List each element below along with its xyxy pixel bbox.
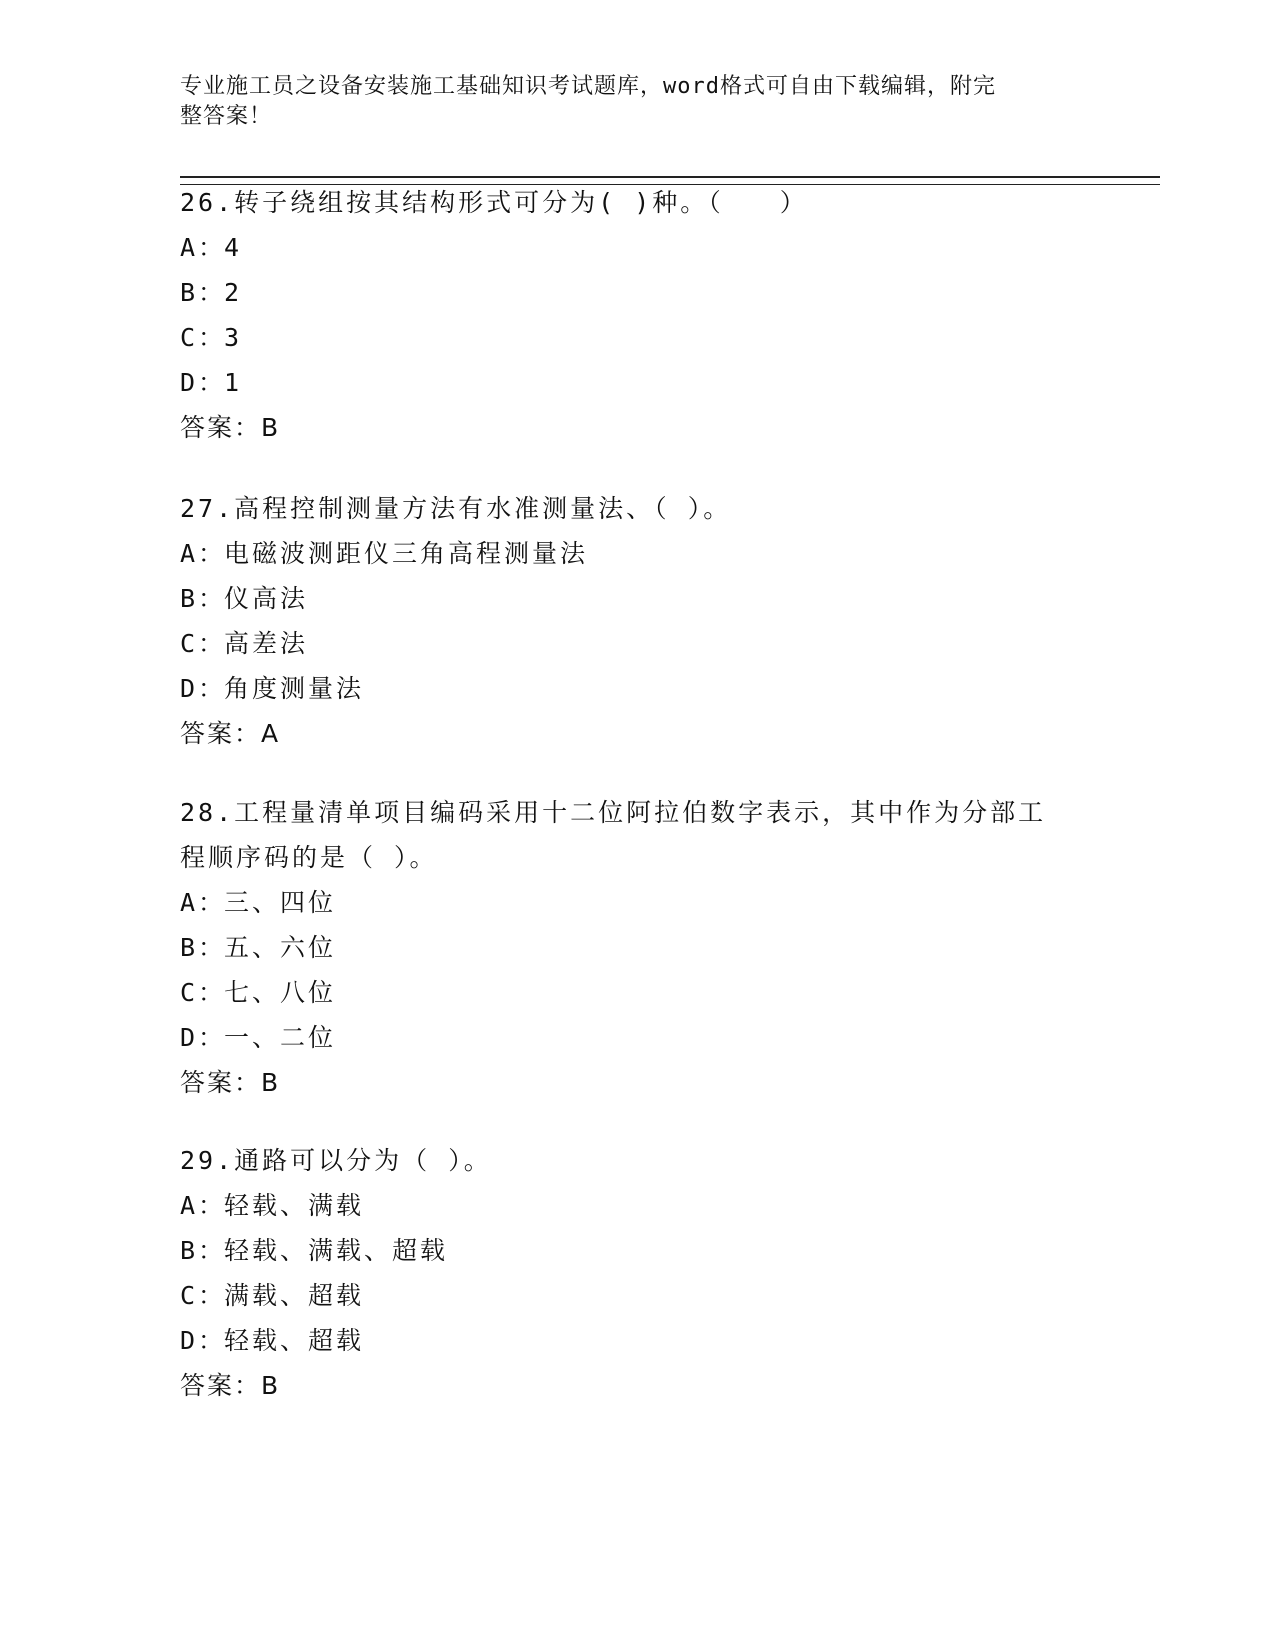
option-letter: A： bbox=[180, 539, 227, 568]
option-c bbox=[180, 621, 1160, 666]
option-letter: D： bbox=[180, 1326, 227, 1355]
option-text: 满载、超载 bbox=[224, 1281, 365, 1310]
option-a bbox=[180, 225, 1160, 270]
option-b bbox=[180, 270, 1160, 315]
option-letter: D： bbox=[180, 368, 227, 397]
option-text: 一、二位 bbox=[224, 1023, 337, 1052]
question-29 bbox=[180, 1138, 1160, 1408]
option-letter: B： bbox=[180, 278, 227, 307]
header-line-2: 整答案！ bbox=[180, 104, 273, 129]
answer-line: 答案：B bbox=[180, 1371, 281, 1400]
option-d bbox=[180, 1318, 1160, 1363]
option-text: 角度测量法 bbox=[224, 674, 365, 703]
option-d bbox=[180, 666, 1160, 711]
question-stem: 26.转子绕组按其结构形式可分为( )种。（ ） bbox=[180, 188, 808, 217]
option-text: 2 bbox=[224, 278, 243, 307]
option-letter: B： bbox=[180, 1236, 227, 1265]
option-text: 4 bbox=[224, 233, 243, 262]
question-stem-line-2: 程顺序码的是（ ）。 bbox=[180, 843, 438, 872]
option-text: 1 bbox=[224, 368, 243, 397]
option-b bbox=[180, 1228, 1160, 1273]
option-text: 七、八位 bbox=[224, 978, 337, 1007]
question-stem-line-1: 28.工程量清单项目编码采用十二位阿拉伯数字表示，其中作为分部工 bbox=[180, 798, 1047, 827]
option-text: 仪高法 bbox=[224, 584, 309, 613]
option-letter: C： bbox=[180, 978, 227, 1007]
option-b bbox=[180, 576, 1160, 621]
question-stem: 29.通路可以分为（ ）。 bbox=[180, 1146, 492, 1175]
question-26 bbox=[180, 180, 1160, 450]
answer-line: 答案：B bbox=[180, 1068, 281, 1097]
option-letter: D： bbox=[180, 1023, 227, 1052]
document-header bbox=[180, 72, 1080, 132]
option-text: 3 bbox=[224, 323, 243, 352]
question-27 bbox=[180, 486, 1160, 756]
option-c bbox=[180, 1273, 1160, 1318]
option-a bbox=[180, 1183, 1160, 1228]
option-letter: C： bbox=[180, 1281, 227, 1310]
option-text: 电磁波测距仪三角高程测量法 bbox=[224, 539, 589, 568]
option-c bbox=[180, 970, 1160, 1015]
option-text: 轻载、满载、超载 bbox=[224, 1236, 449, 1265]
header-line-1: 专业施工员之设备安装施工基础知识考试题库，word格式可自由下载编辑，附完 bbox=[180, 74, 996, 99]
option-letter: B： bbox=[180, 584, 227, 613]
option-text: 五、六位 bbox=[224, 933, 337, 962]
option-letter: A： bbox=[180, 233, 227, 262]
option-text: 轻载、满载 bbox=[224, 1191, 365, 1220]
option-a bbox=[180, 880, 1160, 925]
option-text: 轻载、超载 bbox=[224, 1326, 365, 1355]
option-letter: C： bbox=[180, 629, 227, 658]
option-d bbox=[180, 360, 1160, 405]
answer-line: 答案：A bbox=[180, 719, 281, 748]
option-b bbox=[180, 925, 1160, 970]
option-letter: A： bbox=[180, 888, 227, 917]
option-a bbox=[180, 531, 1160, 576]
option-c bbox=[180, 315, 1160, 360]
option-letter: D： bbox=[180, 674, 227, 703]
option-letter: B： bbox=[180, 933, 227, 962]
question-stem: 27.高程控制测量方法有水准测量法、（ ）。 bbox=[180, 494, 732, 523]
answer-line: 答案：B bbox=[180, 413, 281, 442]
option-d bbox=[180, 1015, 1160, 1060]
question-28 bbox=[180, 790, 1160, 1105]
option-letter: C： bbox=[180, 323, 227, 352]
option-letter: A： bbox=[180, 1191, 227, 1220]
option-text: 高差法 bbox=[224, 629, 309, 658]
option-text: 三、四位 bbox=[224, 888, 337, 917]
